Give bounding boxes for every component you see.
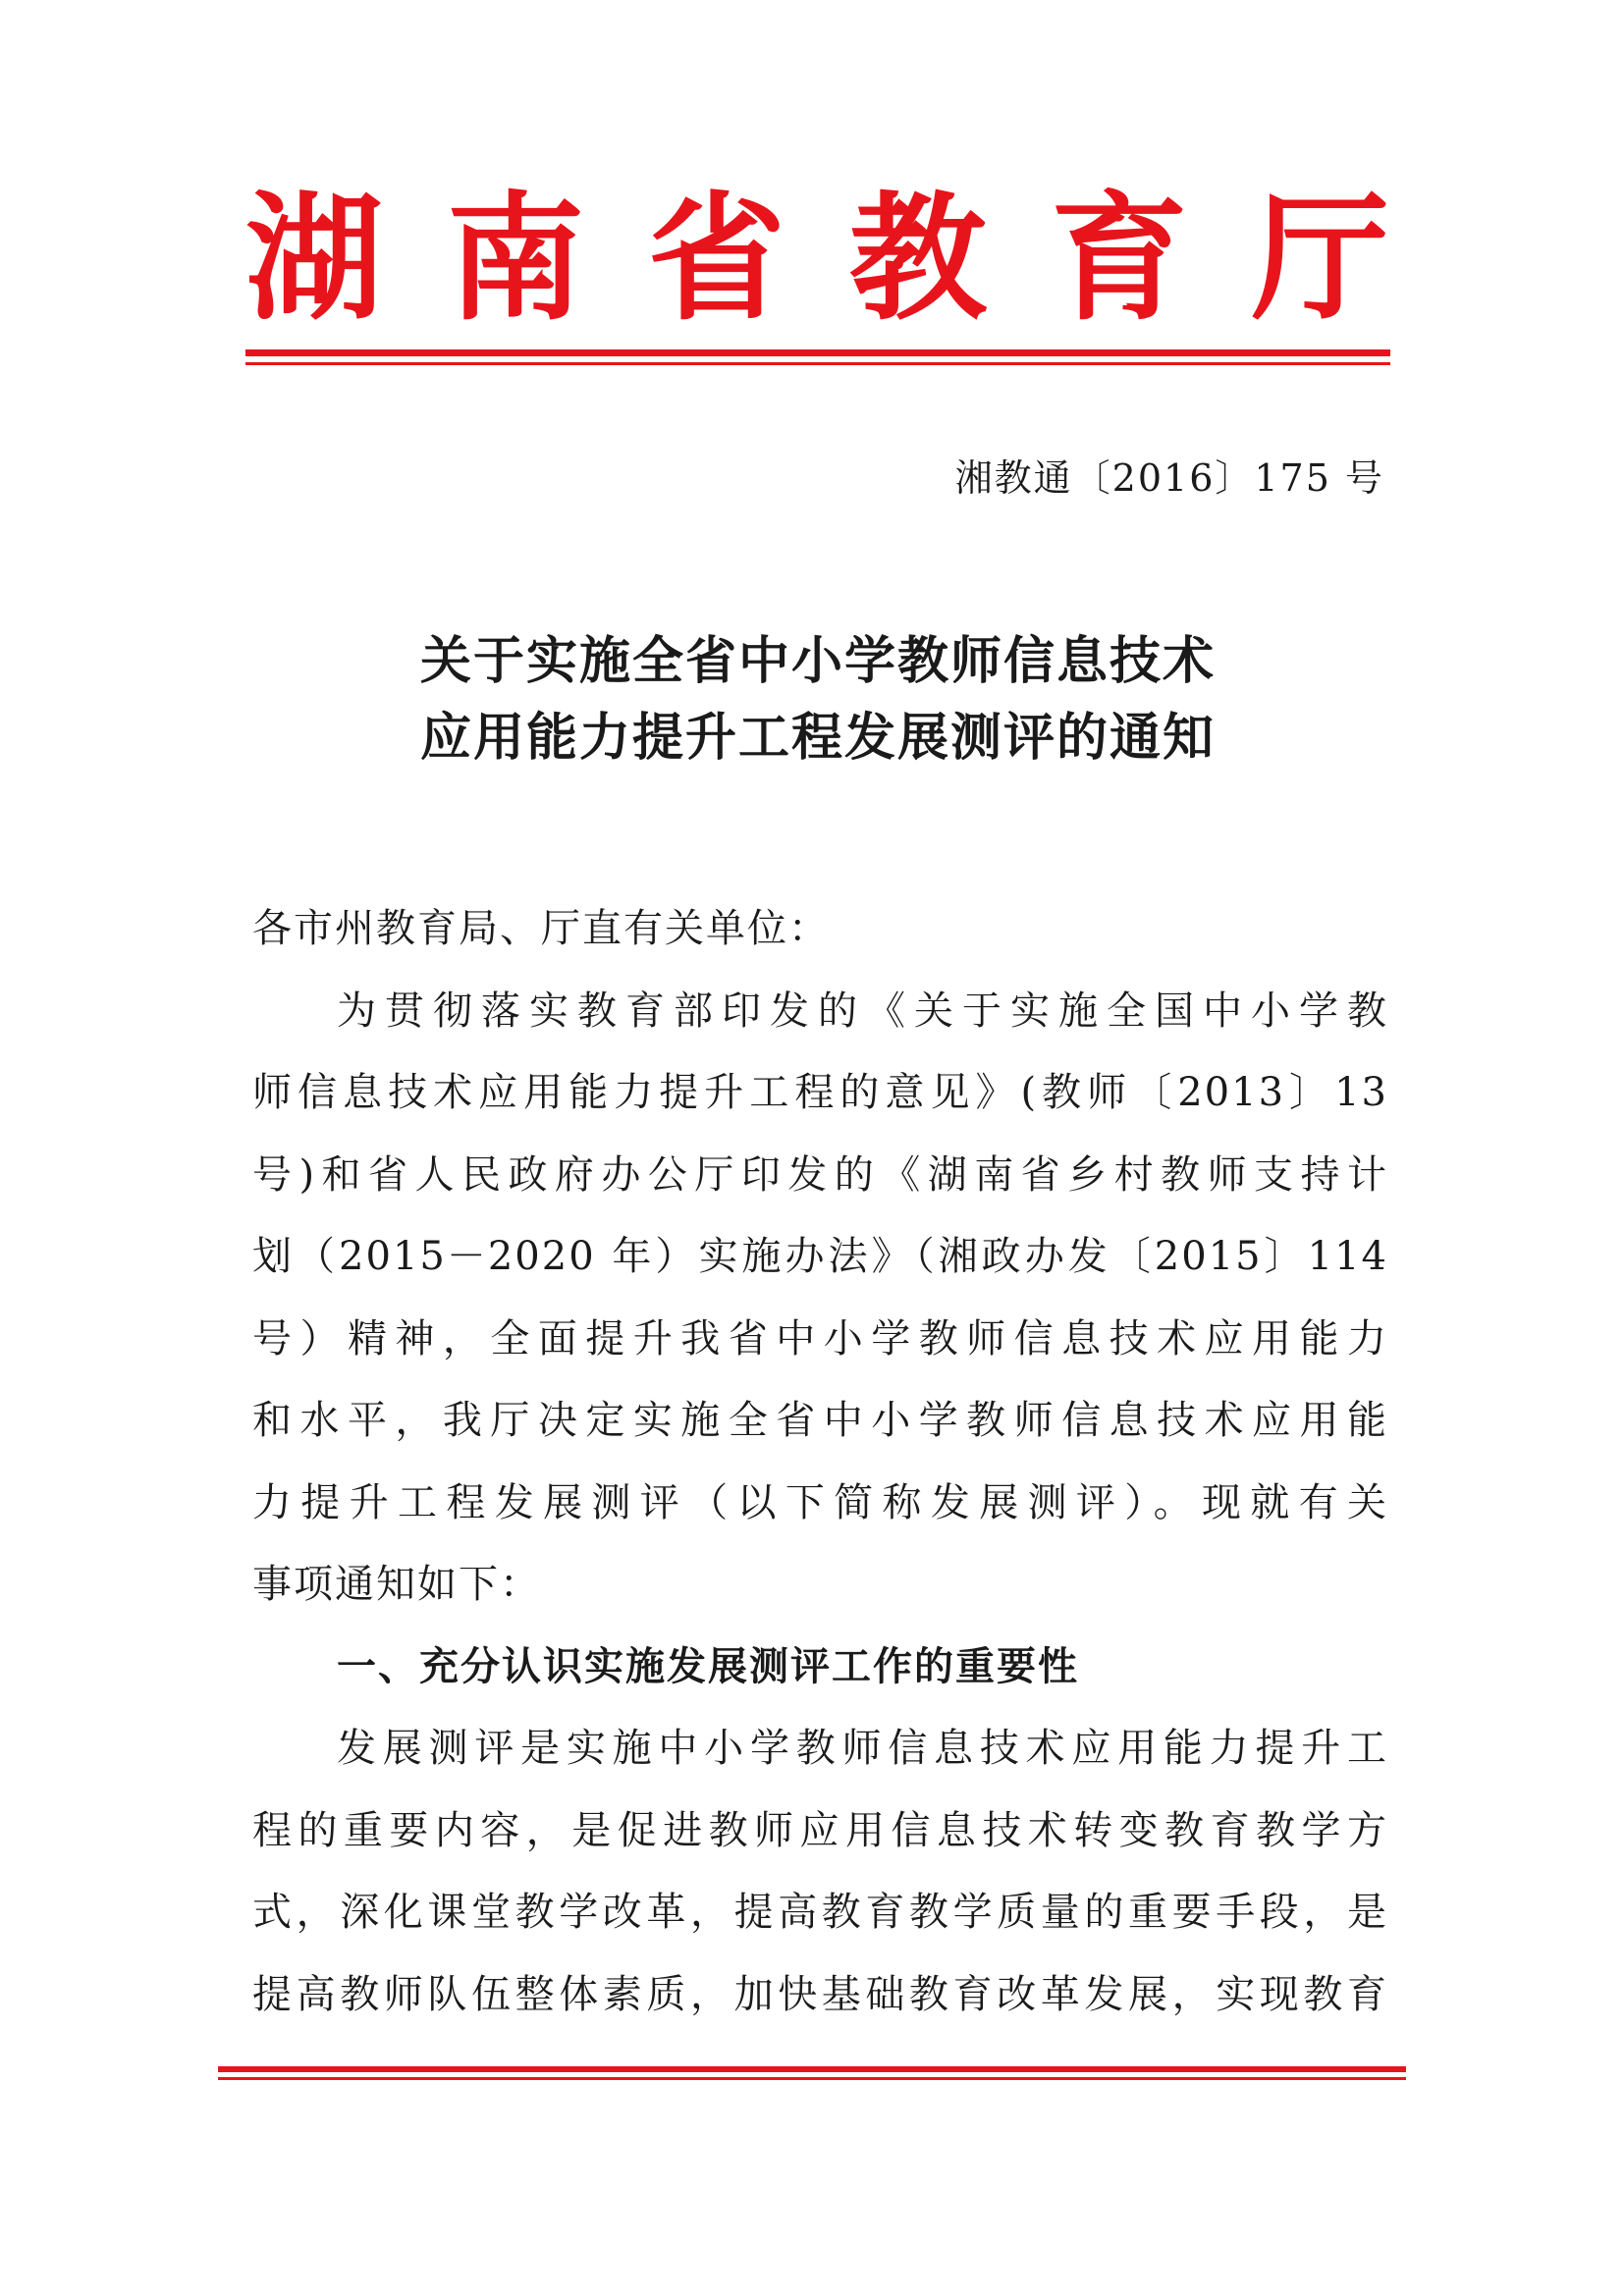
document-title (245, 623, 1390, 776)
letterhead-char: 省 (647, 180, 785, 340)
document-body (252, 888, 1388, 2036)
letterhead-char: 湖 (245, 180, 384, 340)
section-heading: 一、充分认识实施发展测评工作的重要性 (337, 1643, 1079, 1689)
letterhead-char: 教 (848, 180, 987, 340)
document-title-line: 应用能力提升工程发展测评的通知 (419, 709, 1216, 768)
paragraph-line: 师信息技术应用能力提升工程的意见》(教师〔2013〕13 (252, 1070, 1388, 1115)
document-title-line: 关于实施全省中小学教师信息技术 (419, 632, 1216, 691)
paragraph-line: 提高教师队伍整体素质，加快基础教育改革发展，实现教育 (252, 1971, 1388, 2017)
document-number: 湘教通〔2016〕175 号 (954, 456, 1384, 500)
footer-rule-thin (218, 2077, 1406, 2080)
paragraph-line: 为贯彻落实教育部印发的《关于实施全国中小学教 (337, 988, 1388, 1034)
letterhead-char: 育 (1050, 180, 1188, 340)
letterhead-title (245, 180, 1389, 340)
letterhead-rule-thin (245, 362, 1390, 365)
paragraph-line: 划（2015－2020 年）实施办法》（湘政办发〔2015〕114 (252, 1234, 1388, 1279)
paragraph-line: 号)和省人民政府办公厅印发的《湖南省乡村教师支持计 (252, 1151, 1388, 1198)
paragraph-line: 力提升工程发展测评（以下简称发展测评）。现就有关 (252, 1479, 1388, 1525)
paragraph-line: 和水平，我厅决定实施全省中小学教师信息技术应用能 (252, 1398, 1388, 1443)
paragraph-line: 式，深化课堂教学改革，提高教育教学质量的重要手段，是 (252, 1890, 1388, 1935)
letterhead-char: 南 (446, 180, 584, 340)
letterhead-char: 厅 (1251, 180, 1389, 340)
letterhead-rule-thick (245, 349, 1390, 356)
addressee: 各市州教育局、厅直有关单位： (252, 906, 830, 951)
paragraph-line: 程的重要内容，是促进教师应用信息技术转变教育教学方 (252, 1807, 1388, 1853)
paragraph-line: 事项通知如下： (252, 1562, 541, 1607)
paragraph-line: 发展测评是实施中小学教师信息技术应用能力提升工 (337, 1726, 1388, 1771)
footer-rule-thick (218, 2066, 1406, 2072)
paragraph-line: 号）精神，全面提升我省中小学教师信息技术应用能力 (252, 1315, 1388, 1362)
